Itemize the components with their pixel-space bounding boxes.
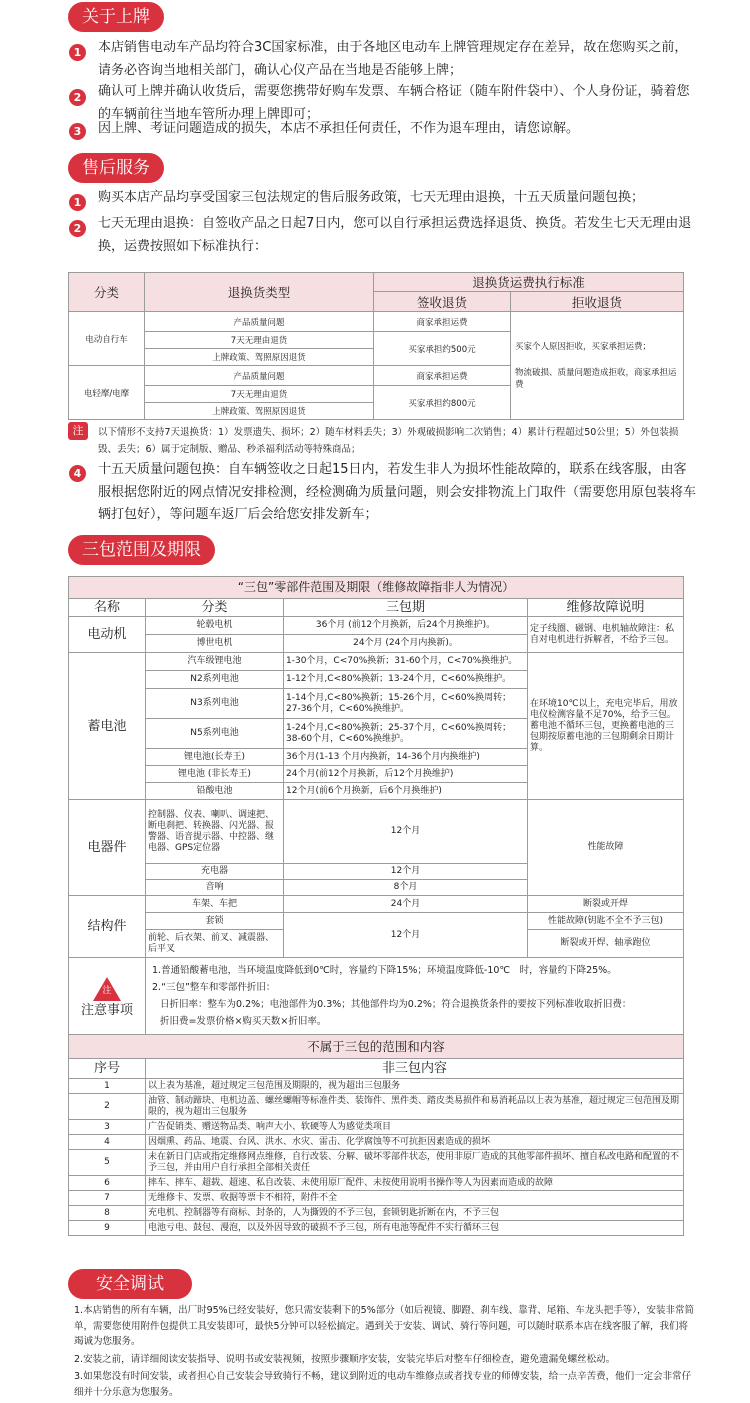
row-no: 5 bbox=[69, 1150, 146, 1176]
type-cell: 7天无理由退货 bbox=[145, 332, 374, 349]
group-electrical: 电器件 bbox=[69, 800, 146, 896]
part-cell: 前轮、后衣架、前叉、减震器、后平叉 bbox=[146, 930, 284, 958]
desc-cell: 断裂或开焊 bbox=[528, 896, 684, 913]
note-line: 折旧费=发票价格×购买天数×折旧率。 bbox=[160, 1016, 327, 1027]
period-cell: 36个月(1-13 个月内换新，14-36个月内换维护) bbox=[284, 749, 528, 766]
header-category: 分类 bbox=[146, 599, 284, 617]
notes-label: 注意事项 bbox=[80, 1002, 133, 1018]
period-cell: 12个月 bbox=[284, 864, 528, 880]
row-content: 广告促销类、赠送物品类、响声大小、软硬等人为感觉类项目 bbox=[146, 1120, 684, 1135]
group-structural: 结构件 bbox=[69, 896, 146, 958]
fee-cell: 商家承担运费 bbox=[374, 312, 511, 332]
period-cell: 12个月(前6个月换新，后6个月换维护) bbox=[284, 783, 528, 800]
part-cell: 控制器、仪表、喇叭、调速把、断电刹把、转换器、闪光器、报警器、语音提示器、中控器、继电器、GPS定位器 bbox=[146, 800, 284, 864]
part-cell: 车架、车把 bbox=[146, 896, 284, 913]
plate-item-2: 确认可上牌并确认收货后，需要您携带好购车发票、车辆合格证（随车附件袋中）、个人身份证，骑着您的车辆前往当地车管所办理上牌即可； bbox=[98, 84, 690, 122]
item-number: 4 bbox=[69, 465, 86, 482]
header-content: 非三包内容 bbox=[146, 1059, 684, 1079]
part-cell: 锂电池 (非长寿王) bbox=[146, 766, 284, 783]
header-return-type: 退换货类型 bbox=[145, 273, 374, 312]
header-no: 序号 bbox=[69, 1059, 146, 1079]
row-content: 以上表为基准，超过规定三包范围及期限的，视为超出三包服务 bbox=[146, 1079, 684, 1094]
service-item-4: 十五天质量问题包换：自车辆签收之日起15日内，若发生非人为损坏性能故障的，联系在线客服，由客服根据您附近的网点情况安排检测，经检测确为质量问题，则会安排物流上门取件（需要您用原包装将车辆打包好），等问题车返厂后会给您安排发新车； bbox=[98, 462, 697, 522]
row-no: 3 bbox=[69, 1120, 146, 1135]
row-no: 9 bbox=[69, 1221, 146, 1236]
row-no: 6 bbox=[69, 1176, 146, 1191]
header-reject-return: 拒收退货 bbox=[511, 292, 684, 312]
row-content: 摔车、摔车、超载、超速、私自改装、未使用原厂配件、未按使用说明书操作等人为因素而造成的故障 bbox=[146, 1176, 684, 1191]
group-battery: 蓄电池 bbox=[69, 653, 146, 800]
desc-cell: 定子线圈、磁钢、电机轴故障注：私自对电机进行拆解者，不给予三包。 bbox=[528, 617, 684, 653]
note-line: 1.普通铅酸蓄电池，当环境温度降低到0℃时，容量约下降15%；环境温度降低-10℃ 时，容量约下降25%。 bbox=[152, 965, 617, 976]
period-cell: 1-12个月,C<80%换新；13-24个月，C<60%换维护。 bbox=[284, 671, 528, 689]
row-no: 2 bbox=[69, 1094, 146, 1120]
warranty-table bbox=[68, 576, 684, 1236]
desc-cell: 性能故障 bbox=[528, 800, 684, 896]
item-number: 2 bbox=[69, 89, 86, 106]
reject-cell bbox=[511, 312, 684, 420]
period-cell: 24个月(前12个月换新，后12个月换维护) bbox=[284, 766, 528, 783]
no-return-note: 以下情形不支持7天退换货：1）发票遗失、损坏；2）随车材料丢失；3）外观破损影响二次销售；4）累计行程超过50公里；5）外包装损毁、丢失；6）属于定制版、赠品、秒杀福利活动等特殊商品； bbox=[98, 427, 679, 455]
type-cell: 上牌政策、驾照原因退货 bbox=[145, 403, 374, 420]
part-cell: 轮毂电机 bbox=[146, 617, 284, 635]
period-cell: 1-14个月,C<80%换新；15-26个月，C<60%换周转；27-36个月，C<60%换维护。 bbox=[284, 689, 528, 719]
part-cell: 铅酸电池 bbox=[146, 783, 284, 800]
desc-cell: 性能故障(钥匙不全不予三包) bbox=[528, 913, 684, 930]
type-cell: 产品质量问题 bbox=[145, 312, 374, 332]
note-line: 日折旧率：整车为0.2%；电池部件为0.3%；其他部件均为0.2%；符合退换货条件的要按下列标准收取折旧费： bbox=[160, 999, 632, 1010]
part-cell: 音响 bbox=[146, 880, 284, 896]
cat-emoto: 电轻摩/电摩 bbox=[69, 366, 145, 420]
fee-cell: 买家承担约500元 bbox=[374, 332, 511, 366]
section-title-plates: 关于上牌 bbox=[68, 2, 164, 32]
period-cell: 8个月 bbox=[284, 880, 528, 896]
safety-line-3: 3.如果您没有时间安装，或者担心自己安装会导致骑行不畅，建议到附近的电动车维修点或者找专业的师傅安装，给一点辛苦费，他们一定会非常仔细并十分乐意为您服务。 bbox=[74, 1371, 692, 1398]
section-title-after-sales: 售后服务 bbox=[68, 153, 164, 183]
period-cell: 1-24个月,C<80%换新；25-37个月，C<60%换周转；38-60个月，C<60%换维护。 bbox=[284, 719, 528, 749]
header-desc: 维修故障说明 bbox=[528, 599, 684, 617]
period-cell: 12个月 bbox=[284, 913, 528, 958]
group-motor: 电动机 bbox=[69, 617, 146, 653]
return-freight-table bbox=[68, 272, 684, 420]
service-item-1: 购买本店产品均享受国家三包法规定的售后服务政策，七天无理由退换，十五天质量问题包换； bbox=[98, 190, 645, 205]
plate-item-3: 因上牌、考证问题造成的损失，本店不承担任何责任，不作为退车理由，请您谅解。 bbox=[98, 121, 580, 136]
desc-cell: 断裂或开焊、轴承跑位 bbox=[528, 930, 684, 958]
type-cell: 产品质量问题 bbox=[145, 366, 374, 386]
safety-line-2: 2.安装之前，请详细阅读安装指导、说明书或安装视频，按照步骤顺序安装，安装完毕后对整车仔细检查，避免遗漏免螺丝松动。 bbox=[74, 1354, 616, 1365]
row-content: 因烟熏、药品、地震、台风、洪水、水灾、雷击、化学腐蚀等不可抗拒因素造成的损坏 bbox=[146, 1135, 684, 1150]
service-item-2: 七天无理由退换：自签收产品之日起7日内，您可以自行承担运费选择退货、换货。若发生七天无理由退换，运费按照如下标准执行： bbox=[98, 216, 692, 254]
section-title-safety: 安全调试 bbox=[68, 1269, 192, 1299]
period-cell: 1-30个月，C<70%换新；31-60个月，C<70%换维护。 bbox=[284, 653, 528, 671]
type-cell: 上牌政策、驾照原因退货 bbox=[145, 349, 374, 366]
row-no: 4 bbox=[69, 1135, 146, 1150]
notes-warning-icon bbox=[93, 977, 121, 1001]
notes-icon-text: 注 bbox=[102, 985, 112, 996]
item-number: 3 bbox=[69, 123, 86, 140]
cat-ebike: 电动自行车 bbox=[69, 312, 145, 366]
header-period: 三包期 bbox=[284, 599, 528, 617]
fee-cell: 买家承担约800元 bbox=[374, 386, 511, 420]
period-cell: 24个月 (24个月内换新)。 bbox=[284, 635, 528, 653]
row-content: 无维修卡、发票、收据等票卡不相符，附件不全 bbox=[146, 1191, 684, 1206]
header-category: 分类 bbox=[69, 273, 145, 312]
row-content: 未在新日门店或指定维修网点维修，自行改装、分解、破坏零部件状态，使用非原厂造成的其他零部件损坏、擅自私改电路和配置的不予三包，并由用户自行承担全部相关责任 bbox=[146, 1150, 684, 1176]
part-cell: 汽车级锂电池 bbox=[146, 653, 284, 671]
row-no: 7 bbox=[69, 1191, 146, 1206]
row-content: 充电机、控制器等有商标、封条的，人为撕毁的不予三包，套锁钥匙折断在内，不予三包 bbox=[146, 1206, 684, 1221]
reject-rule-2: 物流破损、质量问题造成拒收，商家承担运费 bbox=[515, 367, 677, 390]
note-icon: 注 bbox=[68, 422, 88, 440]
period-cell: 12个月 bbox=[284, 800, 528, 864]
item-number: 1 bbox=[69, 44, 86, 61]
part-cell: 博世电机 bbox=[146, 635, 284, 653]
fee-cell: 商家承担运费 bbox=[374, 366, 511, 386]
part-cell: 锂电池(长寿王) bbox=[146, 749, 284, 766]
period-cell: 24个月 bbox=[284, 896, 528, 913]
safety-line-1: 1.本店销售的所有车辆，出厂时95%已经安装好，您只需安装剩下的5%部分（如后视镜、脚蹬、刹车线、靠背、尾箱、车龙头把手等），安装非常简单，需要您使用附件包提供工具安装即可，最快5分钟可以轻松搞定。遇到关于安装、调试、骑行等问题，可以随时联系本店在线客服了解，我们将竭诚为您服务。 bbox=[74, 1305, 695, 1347]
notes-content bbox=[146, 958, 684, 1035]
exclusion-title: 不属于三包的范围和内容 bbox=[69, 1035, 684, 1059]
warranty-caption: “三包”零部件范围及期限（维修故障指非人为情况） bbox=[69, 577, 684, 599]
item-number: 1 bbox=[69, 194, 86, 211]
header-freight-standard: 退换货运费执行标准 bbox=[374, 273, 684, 292]
desc-cell: 在环境10℃以上，充电完毕后，用放电仪检测容量不足70%，给予三包。蓄电池不循环三包，更换蓄电池的三包期按原蓄电池的三包期剩余日期计算。 bbox=[528, 653, 684, 800]
item-number: 2 bbox=[69, 220, 86, 237]
header-sign-return: 签收退货 bbox=[374, 292, 511, 312]
note-line: 2.“三包”整车和零部件折旧： bbox=[152, 982, 276, 993]
part-cell: 套锁 bbox=[146, 913, 284, 930]
type-cell: 7天无理由退货 bbox=[145, 386, 374, 403]
header-name: 名称 bbox=[69, 599, 146, 617]
notes-label-cell bbox=[69, 958, 146, 1035]
part-cell: 充电器 bbox=[146, 864, 284, 880]
reject-rule-1: 买家个人原因拒收，买家承担运费； bbox=[515, 341, 652, 352]
section-title-warranty: 三包范围及期限 bbox=[68, 535, 215, 565]
row-content: 电池亏电、鼓包、漫泡，以及外因导致的破损不予三包，所有电池等配件不实行循环三包 bbox=[146, 1221, 684, 1236]
row-no: 8 bbox=[69, 1206, 146, 1221]
row-content: 油管、制动蹄块、电机边盖、螺丝螺帽等标准件类、装饰件、黑件类、踏皮类易损件和易消耗品以上表为基准，超过规定三包范围及期限的，视为超出三包服务 bbox=[146, 1094, 684, 1120]
part-cell: N5系列电池 bbox=[146, 719, 284, 749]
plate-item-1: 本店销售电动车产品均符合3C国家标准，由于各地区电动车上牌管理规定存在差异，故在您购买之前，请务必咨询当地相关部门，确认心仪产品在当地是否能够上牌； bbox=[98, 40, 688, 78]
part-cell: N3系列电池 bbox=[146, 689, 284, 719]
row-no: 1 bbox=[69, 1079, 146, 1094]
period-cell: 36个月 (前12个月换新，后24个月换维护)。 bbox=[284, 617, 528, 635]
part-cell: N2系列电池 bbox=[146, 671, 284, 689]
